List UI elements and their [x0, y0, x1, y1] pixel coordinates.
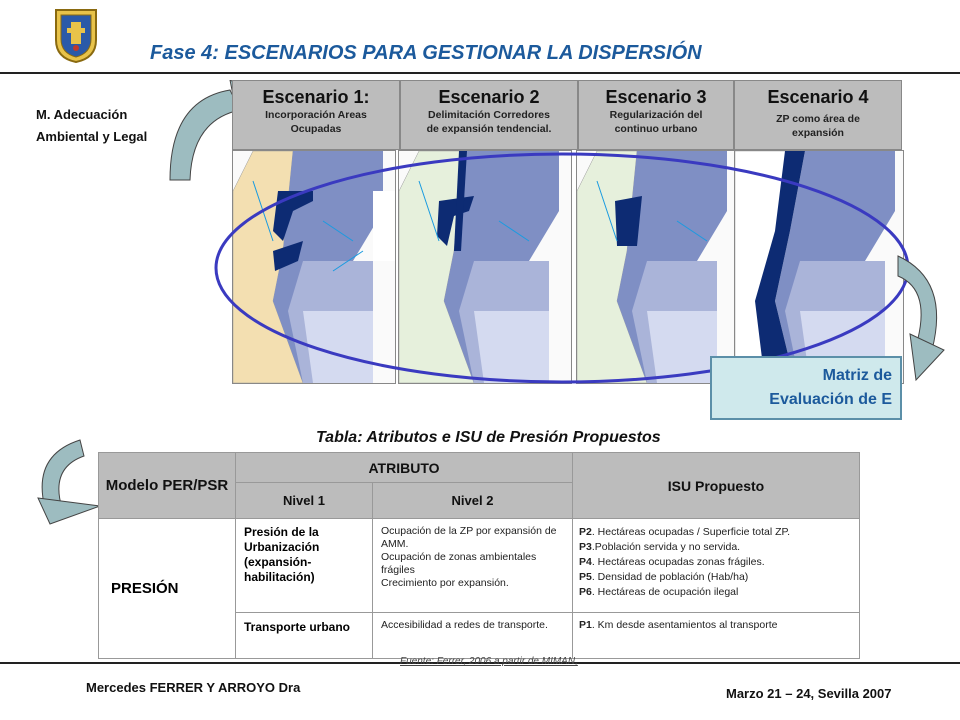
row1-nivel2-line2: Ocupación de zonas ambientales frágiles — [381, 551, 537, 576]
table-source: Fuente: Ferrer, 2006 a partir de MIMAN, — [400, 656, 578, 667]
scenario-3-subtitle-2: continuo urbano — [614, 123, 698, 135]
scenario-3-subtitle-1: Regularización del — [609, 109, 703, 121]
isu-item — [579, 555, 853, 570]
row2-nivel1: Transporte urbano — [236, 613, 373, 659]
row1-isu — [573, 519, 860, 613]
atributo-header: ATRIBUTO — [236, 453, 573, 483]
footer-author: Mercedes FERRER Y ARROYO Dra — [86, 680, 301, 695]
isu-code: P6 — [579, 586, 592, 598]
matrix-line2: Evaluación de E — [769, 391, 892, 408]
isu-text: .Población servida y no servida. — [591, 541, 741, 553]
model-label-line2: Ambiental y Legal — [36, 129, 148, 144]
row1-nivel1: Presión de la Urbanización (expansión-habilitación) — [236, 519, 373, 613]
scenario-1-title: Escenario 1: — [262, 87, 370, 107]
isu-text: . Km desde asentamientos al transporte — [591, 619, 778, 631]
isu-code: P2 — [579, 526, 592, 538]
scenario-2-title: Escenario 2 — [438, 87, 540, 107]
header-divider — [0, 72, 960, 74]
isu-item — [579, 585, 853, 600]
presion-cell: PRESIÓN — [99, 519, 236, 659]
isu-code: P5 — [579, 571, 592, 583]
scenario-4-title: Escenario 4 — [767, 87, 869, 107]
scenario-2-subtitle-1: Delimitación Corredores — [428, 109, 550, 121]
isu-header: ISU Propuesto — [573, 453, 860, 519]
table-title: Tabla: Atributos e ISU de Presión Propuestos — [316, 429, 661, 446]
isu-text: . Hectáreas ocupadas / Superficie total ZP. — [591, 526, 791, 538]
scenario-3-header — [578, 80, 734, 150]
isu-item — [579, 525, 853, 540]
isu-text: . Densidad de población (Hab/ha) — [591, 571, 749, 583]
isu-code: P1 — [579, 619, 592, 631]
scenario-1-subtitle-1: Incorporación Areas — [265, 109, 367, 121]
maps-highlight-ellipse — [210, 148, 914, 388]
per-table — [98, 452, 860, 659]
isu-item — [579, 540, 853, 555]
scenario-2-header — [400, 80, 578, 150]
nivel2-header: Nivel 2 — [373, 483, 573, 519]
isu-text: . Hectáreas ocupadas zonas frágiles. — [591, 556, 765, 568]
isu-text: . Hectáreas de ocupación ilegal — [591, 586, 739, 598]
isu-item — [579, 570, 853, 585]
footer-date: Marzo 21 – 24, Sevilla 2007 — [726, 686, 892, 701]
row1-nivel2-line1: Ocupación de la ZP por expansión de AMM. — [381, 525, 557, 550]
row1-nivel2 — [373, 519, 573, 613]
scenario-1-header — [232, 80, 400, 150]
isu-code: P3 — [579, 541, 592, 553]
isu-code: P4 — [579, 556, 592, 568]
scenario-4-subtitle-2: expansión — [792, 127, 844, 139]
nivel1-header: Nivel 1 — [236, 483, 373, 519]
university-seal-logo — [52, 6, 100, 64]
modelo-header: Modelo PER/PSR — [99, 453, 236, 519]
matrix-line1: Matriz de — [822, 367, 892, 384]
row2-nivel2: Accesibilidad a redes de transporte. — [373, 613, 573, 659]
model-label-line1: M. Adecuación — [36, 107, 128, 122]
model-label — [36, 104, 147, 148]
scenario-3-title: Escenario 3 — [605, 87, 707, 107]
scenario-4-header — [734, 80, 902, 150]
row2-isu — [573, 613, 860, 659]
scenario-2-subtitle-2: de expansión tendencial. — [426, 123, 552, 135]
matrix-evaluation-box — [710, 356, 902, 420]
scenario-1-subtitle-2: Ocupadas — [290, 123, 342, 135]
scenario-4-subtitle-1: ZP como área de — [776, 113, 860, 125]
page-title: Fase 4: ESCENARIOS PARA GESTIONAR LA DISPERSIÓN — [150, 42, 702, 64]
row1-nivel2-line3: Crecimiento por expansión. — [381, 577, 509, 589]
